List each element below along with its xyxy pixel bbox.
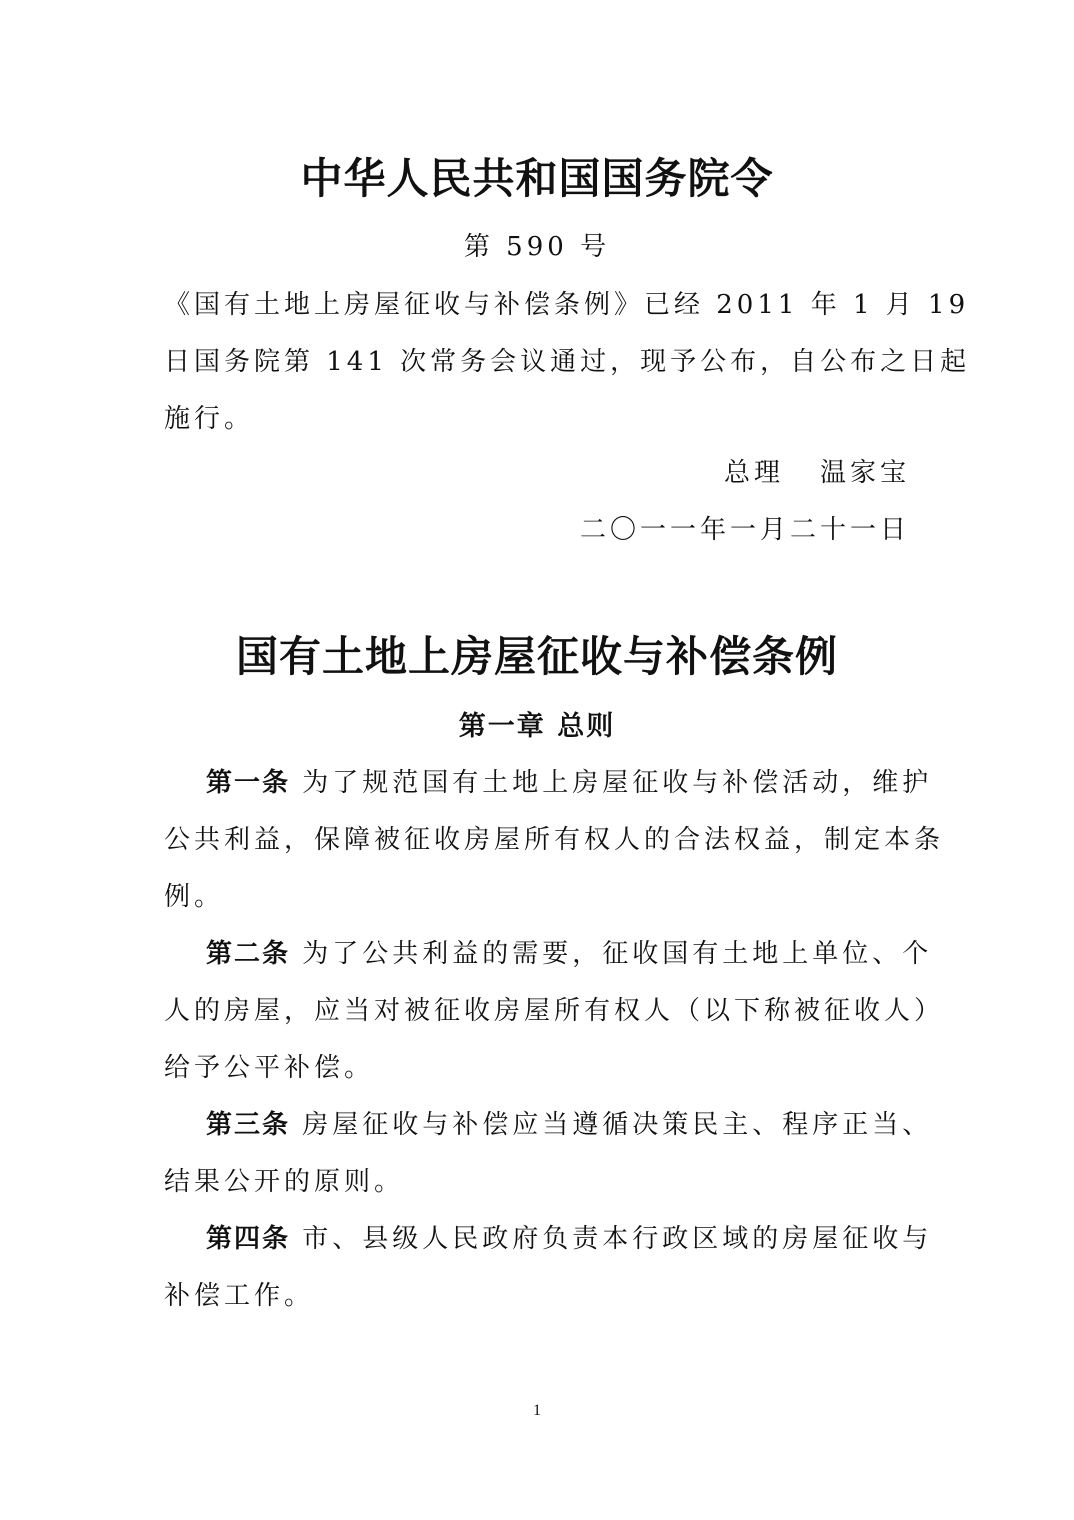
article-2-text-1: 为了公共利益的需要，征收国有土地上单位、个: [302, 939, 933, 969]
chapter-heading: 第一章 总则: [458, 711, 616, 742]
decree-date: 二〇一一年一月二十一日: [579, 515, 910, 545]
article-2-line-2: 人的房屋，应当对被征收房屋所有权人（以下称被征收人）: [164, 996, 945, 1026]
signature-title: 总理: [723, 458, 784, 488]
article-2-label: 第二条: [206, 939, 291, 969]
article-3-line-1: [206, 1104, 932, 1141]
article-1-line-2: 公共利益，保障被征收房屋所有权人的合法权益，制定本条: [164, 825, 945, 855]
article-4-label: 第四条: [206, 1224, 291, 1254]
article-4-line-1: [206, 1218, 932, 1255]
decree-title: 中华人民共和国国务院令: [300, 154, 774, 203]
page-number: 1: [533, 1402, 541, 1419]
article-4-text-1: 市、县级人民政府负责本行政区域的房屋征收与: [302, 1224, 933, 1254]
decree-body-line-1: 《国有土地上房屋征收与补偿条例》已经 2011 年 1 月 19: [164, 290, 970, 320]
article-3-label: 第三条: [206, 1110, 291, 1140]
article-1-text-1: 为了规范国有土地上房屋征收与补偿活动，维护: [302, 768, 933, 798]
decree-body-line-3: 施行。: [164, 404, 255, 434]
signature: [724, 452, 910, 489]
article-1-line-1: [206, 762, 932, 799]
regulation-title: 国有土地上房屋征收与补偿条例: [235, 632, 838, 681]
decree-body-line-2: 日国务院第 141 次常务会议通过，现予公布，自公布之日起: [164, 347, 971, 377]
article-3-text-1: 房屋征收与补偿应当遵循决策民主、程序正当、: [302, 1110, 933, 1140]
article-3-line-2: 结果公开的原则。: [164, 1167, 405, 1197]
decree-number: 第 590 号: [463, 232, 611, 262]
article-2-line-1: [206, 933, 932, 970]
article-4-line-2: 补偿工作。: [164, 1281, 315, 1311]
article-2-line-3: 给予公平补偿。: [164, 1053, 375, 1083]
article-1-label: 第一条: [206, 768, 291, 798]
signature-name: 温家宝: [819, 458, 910, 488]
article-1-line-3: 例。: [164, 882, 225, 912]
